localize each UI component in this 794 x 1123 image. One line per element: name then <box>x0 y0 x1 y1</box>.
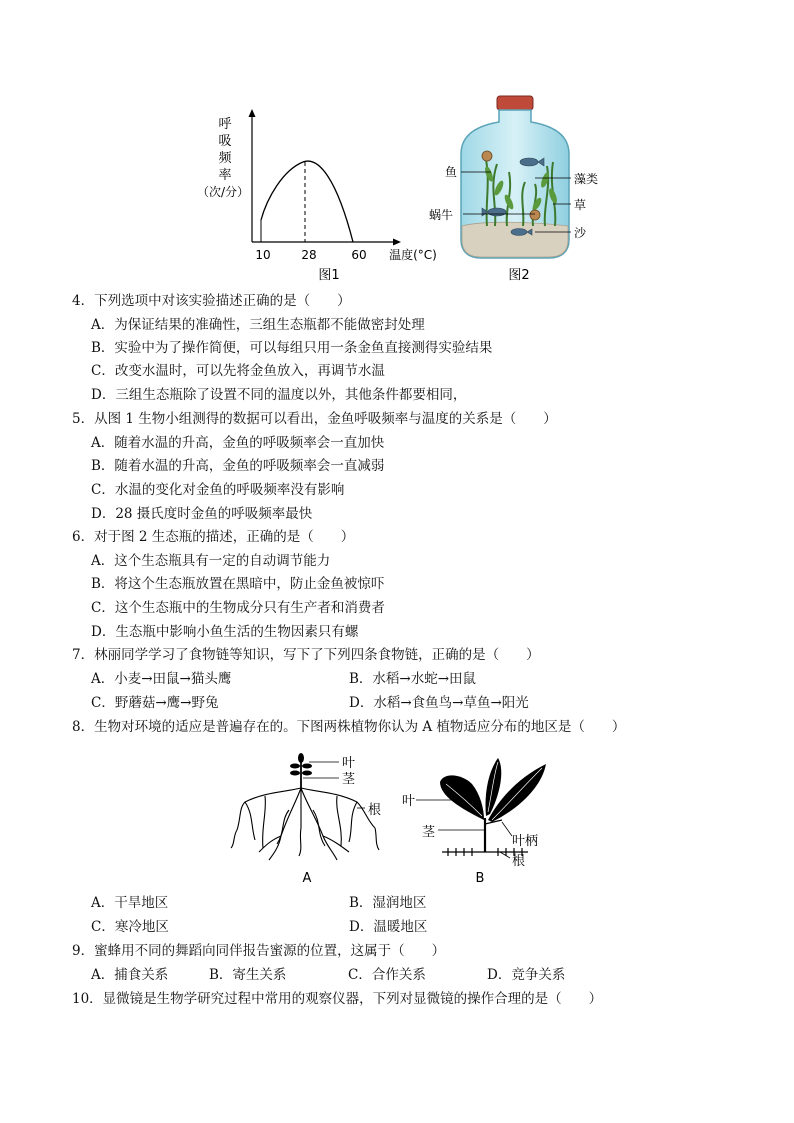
question-6-stem: 6．对于图 2 生态瓶的描述，正确的是（ ） <box>72 529 355 545</box>
question-9-option-a[interactable]: A．捕食关系 <box>91 967 169 983</box>
question-5-stem: 5．从图 1 生物小组测得的数据可以看出，金鱼呼吸频率与温度的关系是（ ） <box>72 411 557 427</box>
question-9-stem: 9．蜜蜂用不同的舞蹈向同伴报告蜜源的位置，这属于（ ） <box>72 943 446 959</box>
question-6-option-a[interactable]: A．这个生态瓶具有一定的自动调节能力 <box>91 553 331 569</box>
x-tick-label: 60 <box>351 248 367 262</box>
question-4-option-c[interactable]: C．改变水温时，可以先将金鱼放入，再调节水温 <box>91 363 385 379</box>
label-fish: 鱼 <box>445 165 458 179</box>
x-tick-label: 10 <box>255 248 271 262</box>
bottle-cap <box>497 96 533 110</box>
y-axis-label-char: 吸 <box>218 134 232 149</box>
plant-b-caption: B <box>475 871 485 886</box>
question-4-option-b[interactable]: B．实验中为了操作简便，可以每组只用一条金鱼直接测得实验结果 <box>91 340 493 356</box>
question-7-option-a[interactable]: A．小麦→田鼠→猫头鹰 <box>91 671 232 687</box>
y-axis-label-char: 呼 <box>218 117 232 132</box>
question-4-stem: 4．下列选项中对该实验描述正确的是（ ） <box>72 293 351 309</box>
y-axis-label-char: 频 <box>218 151 232 166</box>
question-6-option-c[interactable]: C．这个生态瓶中的生物成分只有生产者和消费者 <box>91 600 385 616</box>
x-axis-label: 温度(°C) <box>389 248 437 262</box>
figure-2-caption: 图2 <box>508 268 530 283</box>
sand-layer <box>462 222 568 257</box>
y-axis-unit: （次/分） <box>196 185 250 199</box>
plant-a-label-root: 根 <box>368 803 382 818</box>
question-9-option-d[interactable]: D．竞争关系 <box>487 967 566 983</box>
plant-b-diagram <box>400 748 560 888</box>
plant-b-leaves <box>440 758 546 822</box>
question-6-option-d[interactable]: D．生态瓶中影响小鱼生活的生物因素只有螺 <box>91 624 359 640</box>
question-4-option-d[interactable]: D．三组生态瓶除了设置不同的温度以外，其他条件都要相同， <box>91 387 467 403</box>
question-7-stem: 7．林丽同学学习了食物链等知识，写下了下列四条食物链，正确的是（ ） <box>72 647 540 663</box>
plant-a-roots <box>231 788 382 860</box>
label-sand: 沙 <box>574 226 587 240</box>
question-7-option-c[interactable]: C．野蘑菇→鹰→野兔 <box>91 695 219 711</box>
respiration-curve <box>261 161 353 242</box>
question-6-option-b[interactable]: B．将这个生态瓶放置在黑暗中，防止金鱼被惊吓 <box>91 576 385 592</box>
plant-b-label-root: 根 <box>512 854 526 869</box>
question-10-stem: 10．显微镜是生物学研究过程中常用的观察仪器，下列对显微镜的操作合理的是（ ） <box>72 991 603 1007</box>
question-5-option-b[interactable]: B．随着水温的升高，金鱼的呼吸频率会一直减弱 <box>91 458 385 474</box>
question-7-option-b[interactable]: B．水稻→水蛇→田鼠 <box>349 671 477 687</box>
figure-1-caption: 图1 <box>318 268 340 283</box>
plant-a-diagram <box>225 748 395 888</box>
x-axis-arrow <box>393 239 401 246</box>
question-9-option-c[interactable]: C．合作关系 <box>348 967 426 983</box>
plant-a-label-stem: 茎 <box>342 772 356 787</box>
plant-b-label-petiole: 叶柄 <box>512 834 539 849</box>
plant-b-label-leaf: 叶 <box>402 794 416 809</box>
question-8-option-d[interactable]: D．温暖地区 <box>349 919 428 935</box>
figure-1-chart <box>195 100 458 290</box>
question-5-option-c[interactable]: C．水温的变化对金鱼的呼吸频率没有影响 <box>91 482 345 498</box>
question-7-option-d[interactable]: D．水稻→食鱼鸟→草鱼→阳光 <box>349 695 529 711</box>
snail-shell <box>482 151 492 161</box>
question-4-option-a[interactable]: A．为保证结果的准确性，三组生态瓶都不能做密封处理 <box>91 317 425 333</box>
y-axis-label-char: 率 <box>218 168 232 183</box>
label-snail: 蜗牛 <box>429 208 454 222</box>
question-9-option-b[interactable]: B．寄生关系 <box>209 967 287 983</box>
x-tick-label: 28 <box>301 248 317 262</box>
y-axis-arrow <box>249 109 256 117</box>
figure-2-ecobottle <box>425 92 615 292</box>
label-grass: 草 <box>574 198 587 212</box>
snail-shell <box>530 210 540 220</box>
question-5-option-a[interactable]: A．随着水温的升高，金鱼的呼吸频率会一直加快 <box>91 435 385 451</box>
question-5-option-d[interactable]: D．28 摄氏度时金鱼的呼吸频率最快 <box>91 506 313 522</box>
label-algae: 藻类 <box>574 172 599 186</box>
question-8-stem: 8．生物对环境的适应是普遍存在的。下图两株植物你认为 A 植物适应分布的地区是（ ） <box>72 719 626 735</box>
plant-a-label-leaf: 叶 <box>342 756 356 771</box>
question-8-option-a[interactable]: A．干旱地区 <box>91 895 169 911</box>
plant-b-label-stem: 茎 <box>422 825 436 840</box>
question-8-option-b[interactable]: B．湿润地区 <box>349 895 427 911</box>
question-8-option-c[interactable]: C．寒冷地区 <box>91 919 169 935</box>
plant-a-caption: A <box>302 871 312 886</box>
